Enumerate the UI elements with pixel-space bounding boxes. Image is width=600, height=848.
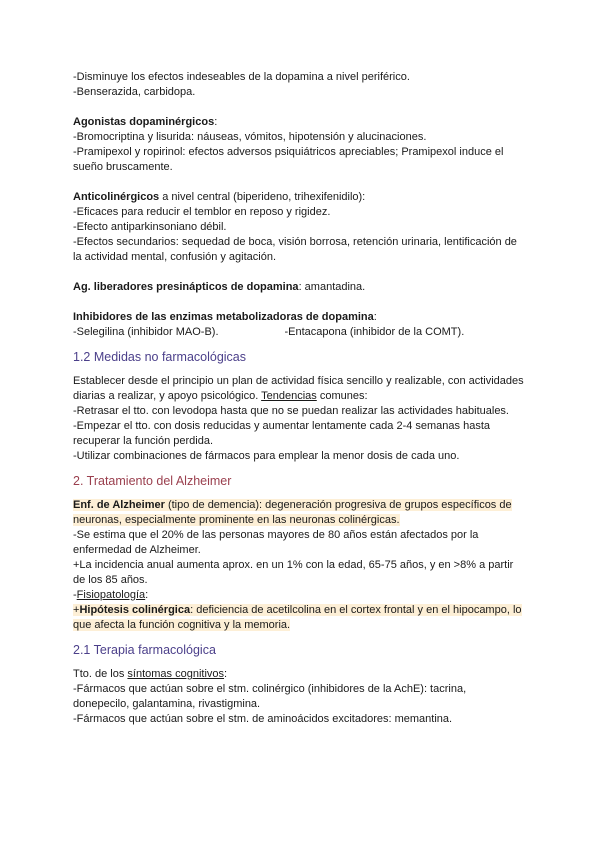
- text-line: recuperar la función perdida.: [73, 435, 214, 447]
- agonistas-heading: [73, 115, 533, 130]
- hipotesis-term: Hipótesis colinérgica: [79, 604, 191, 616]
- text-fragment: :: [224, 668, 228, 680]
- text-line: -Benserazida, carbidopa.: [73, 86, 196, 98]
- anticolinergicos-title: Anticolinérgicos: [73, 191, 160, 203]
- inhibidores-columns: [73, 325, 533, 340]
- section-heading-1-2: 1.2 Medidas no farmacológicas: [73, 350, 247, 364]
- alzheimer-definition: [73, 498, 533, 513]
- inhibidores-col2: -Entacapona (inhibidor de la COMT).: [284, 326, 465, 338]
- text-line: Establecer desde el principio un plan de actividad física sencillo y realizable, con actividades: [73, 375, 524, 387]
- anticolinergicos-title-rest: a nivel central (biperideno, trihexifenidilo):: [159, 191, 366, 203]
- text-line: -Efectos secundarios: sequedad de boca, visión borrosa, retención urinaria, lentificación de: [73, 236, 517, 248]
- liberadores-line: [73, 280, 533, 295]
- sintomas-underlined: síntomas cognitivos: [127, 668, 225, 680]
- agonistas-title: Agonistas dopaminérgicos: [73, 116, 215, 128]
- section-heading-2: 2. Tratamiento del Alzheimer: [73, 474, 232, 488]
- liberadores-rest: : amantadina.: [298, 281, 366, 293]
- text-line: -Disminuye los efectos indeseables de la dopamina a nivel periférico.: [73, 71, 410, 83]
- text-line: -Eficaces para reducir el temblor en reposo y rigidez.: [73, 206, 331, 218]
- text-line: -Utilizar combinaciones de fármacos para emplear la menor dosis de cada uno.: [73, 450, 460, 462]
- highlight: neuronas, especialmente prominente en las neuronas colinérgicas.: [73, 514, 400, 526]
- text-line: -Fármacos que actúan sobre el stm. colinérgico (inhibidores de la AchE): tacrina,: [73, 683, 467, 695]
- text-line: -Se estima que el 20% de las personas mayores de 80 años están afectados por la: [73, 529, 479, 541]
- text-fragment: comunes:: [316, 390, 368, 402]
- text-fragment: (tipo de demencia): degeneración progresiva de grupos específicos de: [164, 499, 512, 511]
- text-fragment: :: [145, 589, 149, 601]
- liberadores-title: Ag. liberadores presinápticos de dopamina: [73, 281, 299, 293]
- text-line: -Fármacos que actúan sobre el stm. de aminoácidos excitadores: memantina.: [73, 713, 453, 725]
- highlight: [73, 604, 522, 616]
- tendencias-underlined: Tendencias: [261, 390, 317, 402]
- anticolinergicos-heading: [73, 190, 533, 205]
- section-heading-2-1: 2.1 Terapia farmacológica: [73, 643, 216, 657]
- text-line: enfermedad de Alzheimer.: [73, 544, 201, 556]
- text-line: donepecilo, galantamina, rivastigmina.: [73, 698, 261, 710]
- text-line: -Retrasar el tto. con levodopa hasta que no se puedan realizar las actividades habituales.: [73, 405, 509, 417]
- hipotesis-line-cont: [73, 618, 533, 633]
- text-fragment: -: [73, 589, 77, 601]
- inhibidores-col1: -Selegilina (inhibidor MAO-B).: [73, 326, 219, 338]
- text-fragment: Tto. de los: [73, 668, 128, 680]
- highlight: que afecta la función cognitiva y la memoria.: [73, 619, 291, 631]
- text-fragment: diarias a realizar, y apoyo psicológico.: [73, 390, 262, 402]
- fisiopatologia-line: [73, 588, 533, 603]
- fisiopatologia-underlined: Fisiopatología: [76, 589, 146, 601]
- text-line: [73, 389, 533, 404]
- alzheimer-definition-cont: [73, 513, 533, 528]
- inhibidores-heading: [73, 310, 533, 325]
- text-line: -Pramipexol y ropirinol: efectos adversos psiquiátricos apreciables; Pramipexol induce el: [73, 146, 504, 158]
- inhibidores-colon: :: [373, 311, 377, 323]
- text-line: de los 85 años.: [73, 574, 148, 586]
- text-line: -Bromocriptina y lisurida: náuseas, vómitos, hipotensión y alucinaciones.: [73, 131, 427, 143]
- text-line: -Empezar el tto. con dosis reducidas y aumentar lentamente cada 2-4 semanas hasta: [73, 420, 491, 432]
- text-line: sueño bruscamente.: [73, 161, 173, 173]
- hipotesis-line: [73, 603, 533, 618]
- highlight: [73, 499, 512, 511]
- text-fragment: : deficiencia de acetilcolina en el cortex frontal y en el hipocampo, lo: [190, 604, 522, 616]
- document-page: [73, 70, 533, 727]
- text-fragment: +: [73, 604, 80, 616]
- agonistas-colon: :: [214, 116, 218, 128]
- inhibidores-title: Inhibidores de las enzimas metabolizadoras de dopamina: [73, 311, 374, 323]
- text-line: la actividad mental, confusión y agitación.: [73, 251, 277, 263]
- text-line: -Efecto antiparkinsoniano débil.: [73, 221, 227, 233]
- text-line: +La incidencia anual aumenta aprox. en un 1% con la edad, 65-75 años, y en >8% a partir: [73, 559, 514, 571]
- alzheimer-term: Enf. de Alzheimer: [73, 499, 165, 511]
- tto-line: [73, 667, 533, 682]
